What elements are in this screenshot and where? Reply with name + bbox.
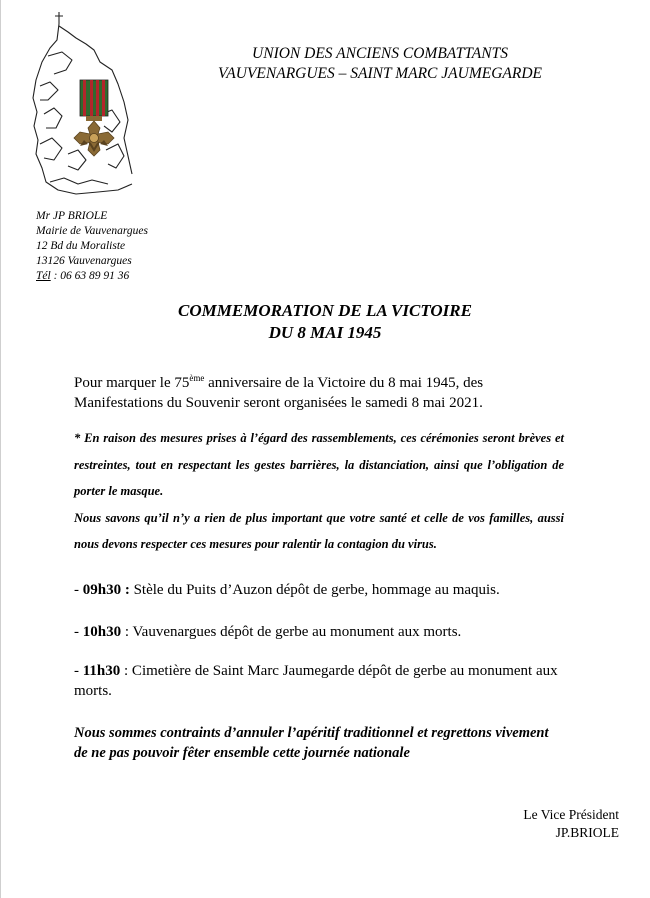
signature-name: JP.BRIOLE	[555, 825, 619, 840]
schedule-dash: -	[74, 663, 83, 679]
sender-name: Mr JP BRIOLE	[36, 210, 108, 222]
organization-line-2: VAUVENARGUES – SAINT MARC JAUMEGARDE	[217, 65, 542, 82]
schedule-time: 10h30	[82, 624, 122, 640]
schedule-text: : Vauvenargues dépôt de gerbe au monument aux morts.	[121, 624, 462, 640]
schedule-dash: -	[74, 582, 83, 598]
intro-superscript: ème	[189, 373, 205, 383]
schedule-text: : Cimetière de Saint Marc Jaumegarde dépôt de gerbe au monument aux morts.	[74, 663, 558, 699]
notice-paragraph-2: Nous savons qu’il n’y a rien de plus important que votre santé et celle de vos familles, aussi nous devons respecter ces mesures pour ralentir la contagion du virus.	[74, 510, 564, 551]
sender-phone	[36, 269, 148, 284]
notice-paragraph-1: * En raison des mesures prises à l’égard des rassemblements, ces cérémonies seront brèves et restreintes, tout en respectant les gestes barrières, la distanciation, ainsi que l’obligation de porter le masque.	[74, 431, 564, 498]
sender-address	[36, 209, 148, 284]
sender-street: 12 Bd du Moraliste	[36, 240, 126, 252]
schedule-item	[74, 661, 564, 701]
organization-line-1: UNION DES ANCIENS COMBATTANTS	[252, 45, 508, 62]
signature-block	[523, 806, 619, 842]
intro-paragraph	[74, 373, 564, 413]
schedule-time: 09h30 :	[82, 582, 130, 598]
phone-number: : 06 63 89 91 36	[50, 270, 130, 282]
organization-header	[180, 44, 580, 84]
cross-of-war-logo	[28, 4, 138, 200]
sender-office: Mairie de Vauvenargues	[36, 225, 148, 237]
intro-part-2: anniversaire de la Victoire du 8 mai 1945, des Manifestations du Souvenir seront organisées le samedi 8 mai 2021.	[74, 375, 484, 411]
schedule-item	[74, 622, 564, 642]
schedule-text: Stèle du Puits d’Auzon dépôt de gerbe, hommage au maquis.	[129, 582, 500, 598]
phone-label: Tél	[36, 270, 51, 282]
intro-part-1: Pour marquer le 75	[74, 375, 190, 391]
closing-paragraph: Nous sommes contraints d’annuler l’apéritif traditionnel et regrettons vivement de ne pas pouvoir fêter ensemble cette journée nationale	[74, 725, 549, 761]
title-line-1: COMMEMORATION DE LA VICTOIRE	[178, 301, 472, 320]
title-line-2: DU 8 MAI 1945	[268, 323, 382, 342]
signature-role: Le Vice Président	[523, 807, 619, 822]
sender-city: 13126 Vauvenargues	[36, 255, 132, 267]
document-title	[0, 300, 650, 344]
schedule-item	[74, 580, 564, 600]
sanitary-notice	[74, 425, 564, 558]
page-edge	[0, 0, 1, 898]
schedule-dash: -	[74, 624, 83, 640]
schedule-time: 11h30	[82, 663, 121, 679]
